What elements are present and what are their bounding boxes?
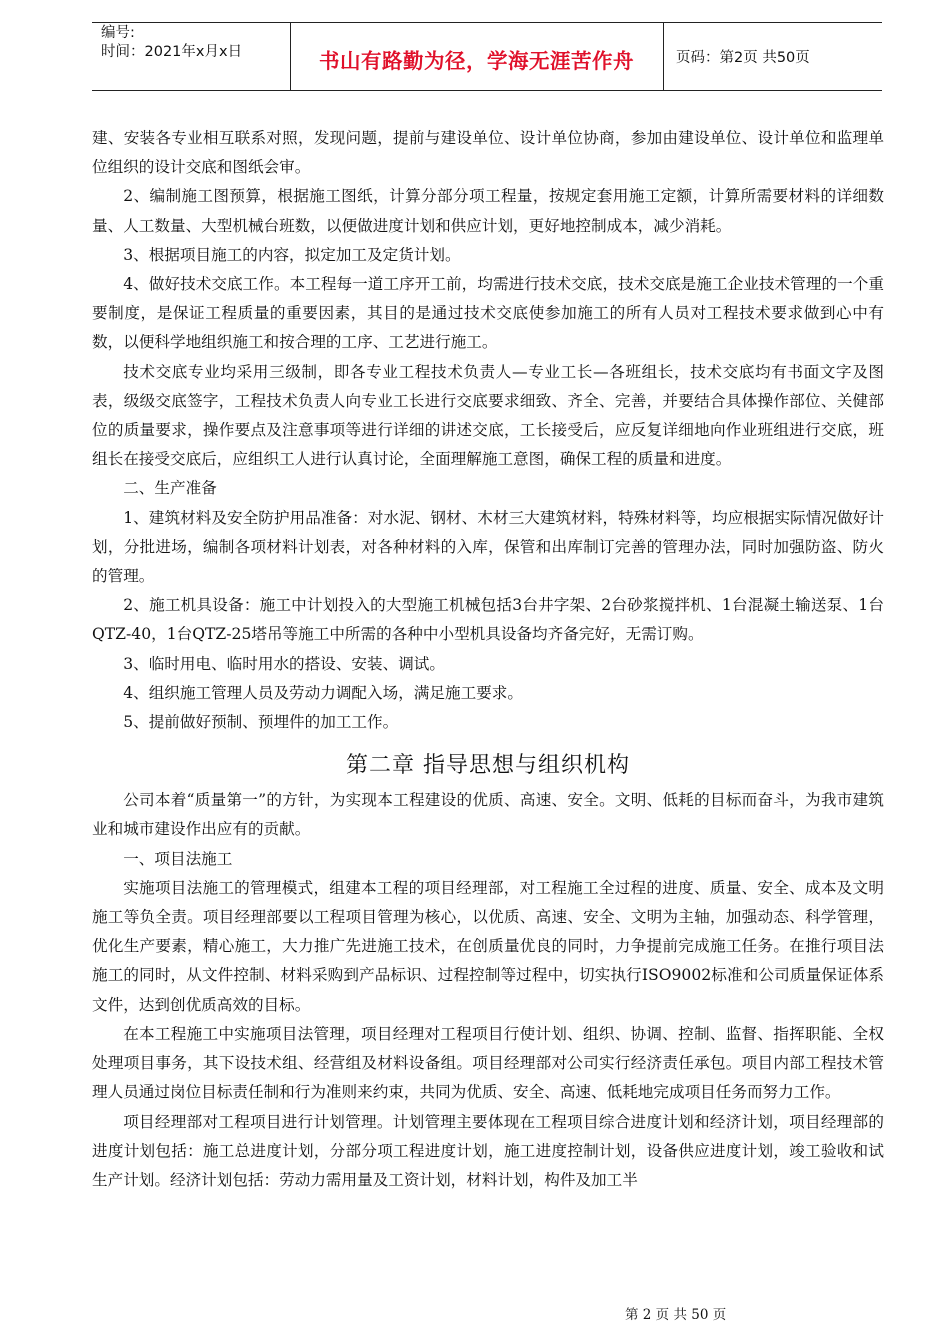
paragraph: 3、根据项目施工的内容，拟定加工及定货计划。 (123, 245, 461, 264)
paragraph: 2、编制施工图预算，根据施工图纸，计算分部分项工程量，按规定套用施工定额，计算所需要材料的详细数量、人工数量、大型机械台班数，以便做进度计划和供应计划，更好地控制成本，减少消耗。 (92, 187, 884, 235)
chapter-title: 第二章 指导思想与组织机构 (346, 753, 630, 779)
header-time-label: 时间：2021年x月x日 (101, 44, 243, 60)
paragraph: 在本工程施工中实施项目法管理，项目经理对工程项目行使计划、组织、协调、控制、监督、指挥职能、全权处理项目事务，其下设技术组、经营组及材料设备组。项目经理部对公司实行经济责任承包。项目内部工程技术管理人员通过岗位目标责任制和行为准则来约束，共同为优质、安全、高速、低耗地完成项目任务而努力工作。 (92, 1024, 884, 1102)
header-motto: 书山有路勤为径，学海无涯苦作舟 (319, 49, 634, 73)
paragraph: 4、组织施工管理人员及劳动力调配入场，满足施工要求。 (123, 683, 523, 702)
header-top-rule (92, 22, 882, 23)
paragraph: 3、临时用电、临时用水的搭设、安装、调试。 (123, 654, 445, 673)
paragraph: 5、提前做好预制、预埋件的加工工作。 (123, 713, 399, 732)
paragraph: 项目经理部对工程项目进行计划管理。计划管理主要体现在工程项目综合进度计划和经济计划，项目经理部的进度计划包括：施工总进度计划，分部分项工程进度计划，施工进度控制计划，设备供应进度计划，竣工验收和试生产计划。经济计划包括：劳动力需用量及工资计划，材料计划，构件及加工半 (92, 1112, 884, 1189)
paragraph: 1、建筑材料及安全防护用品准备：对水泥、钢材、木材三大建筑材料，特殊材料等，均应根据实际情况做好计划，分批进场，编制各项材料计划表，对各种材料的入库，保管和出库制订完善的管理办法，同时加强防盗、防火的管理。 (92, 508, 884, 586)
header-bottom-rule (92, 90, 882, 91)
section-heading: 二、生产准备 (123, 479, 217, 498)
header-meta (101, 24, 242, 62)
paragraph: 建、安装各专业相互联系对照，发现问题，提前与建设单位、设计单位协商，参加由建设单位、设计单位和监理单位组织的设计交底和图纸会审。 (92, 129, 884, 177)
section-heading: 一、项目法施工 (123, 849, 233, 868)
paragraph: 2、施工机具设备：施工中计划投入的大型施工机械包括3台井字架、2台砂浆搅拌机、1台混凝土输送泵、1台QTZ-40，1台QTZ-25塔吊等施工中所需的各种中小型机具设备均齐备完好，无需订购。 (92, 596, 884, 644)
header-page-label: 页码：第2页 共50页 (676, 50, 810, 66)
paragraph: 公司本着“质量第一”的方针，为实现本工程建设的优质、高速、安全。文明、低耗的目标而奋斗，为我市建筑业和城市建设作出应有的贡献。 (92, 791, 884, 839)
document-body (92, 124, 884, 1195)
paragraph: 4、做好技术交底工作。本工程每一道工序开工前，均需进行技术交底，技术交底是施工企业技术管理的一个重要制度，是保证工程质量的重要因素，其目的是通过技术交底使参加施工的所有人员对工程技术要求做到心中有数，以便科学地组织施工和按合理的工序、工艺进行施工。 (92, 275, 884, 352)
paragraph: 实施项目法施工的管理模式，组建本工程的项目经理部，对工程施工全过程的进度、质量、安全、成本及文明施工等负全责。项目经理部要以工程项目管理为核心，以优质、高速、安全、文明为主轴，加强动态、科学管理，优化生产要素，精心施工，大力推广先进施工技术，在创质量优良的同时，力争提前完成施工任务。在推行项目法施工的同时，从文件控制、材料采购到产品标识、过程控制等过程中，切实执行ISO9002标准和公司质量保证体系文件，达到创优质高效的目标。 (92, 878, 884, 1014)
page-footer: 第 2 页 共 50 页 (625, 1307, 727, 1323)
header-number-label: 编号: (101, 25, 135, 41)
header-divider-right (663, 22, 664, 90)
paragraph: 技术交底专业均采用三级制，即各专业工程技术负责人—专业工长—各班组长，技术交底均有书面文字及图表，级级交底签字，工程技术负责人向专业工长进行交底要求细致、齐全、完善，并要结合具体操作部位、关健部位的质量要求，操作要点及注意事项等进行详细的讲述交底，工长接受后，应反复详细地向作业班组进行交底，班组长在接受交底后，应组织工人进行认真讨论，全面理解施工意图，确保工程的质量和进度。 (92, 362, 884, 469)
